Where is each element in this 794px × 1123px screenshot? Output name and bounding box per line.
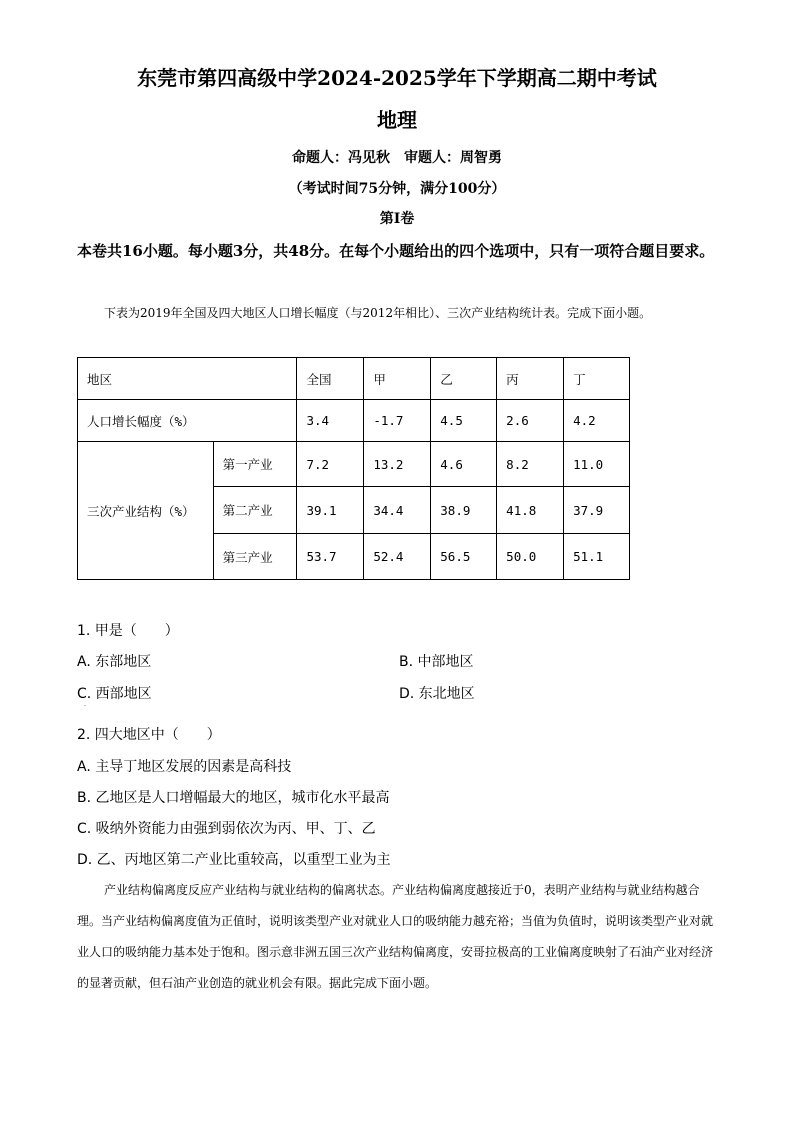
header-cell: 乙 xyxy=(431,358,497,400)
question-1-stem: 1. 甲是（ ） xyxy=(77,623,179,639)
table-row xyxy=(78,442,630,487)
table-cell: 53.7 xyxy=(297,534,364,580)
header-cell: 全国 xyxy=(297,358,364,400)
header-cell: 丁 xyxy=(564,358,630,400)
q1-option-a: A. 东部地区 xyxy=(77,654,152,670)
table-cell: 51.1 xyxy=(564,534,630,580)
table-cell: 56.5 xyxy=(431,534,497,580)
row-group-label: 三次产业结构（%） xyxy=(78,442,214,580)
table-cell: 4.2 xyxy=(564,400,630,442)
row-label: 第三产业 xyxy=(213,534,297,580)
table-header-row xyxy=(78,358,630,400)
header-cell: 甲 xyxy=(364,358,431,400)
table-cell: 11.0 xyxy=(564,442,630,487)
row-label: 第一产业 xyxy=(213,442,297,487)
scan-dot: · xyxy=(84,703,86,710)
table-cell: 39.1 xyxy=(297,487,364,534)
volume-heading: 第Ⅰ卷 xyxy=(379,211,415,227)
q2-option-c: C. 吸纳外资能力由强到弱依次为丙、甲、丁、乙 xyxy=(77,821,376,837)
q2-option-a: A. 主导丁地区发展的因素是高科技 xyxy=(77,759,292,775)
table-cell: 13.2 xyxy=(364,442,431,487)
table-cell: 52.4 xyxy=(364,534,431,580)
header-cell: 地区 xyxy=(78,358,297,400)
row-label: 第二产业 xyxy=(213,487,297,534)
table-cell: 4.6 xyxy=(431,442,497,487)
row-label: 人口增长幅度（%） xyxy=(78,400,297,442)
table-cell: 4.5 xyxy=(431,400,497,442)
table-row xyxy=(78,400,630,442)
table-intro: 下表为2019年全国及四大地区人口增长幅度（与2012年相比）、三次产业结构统计表。完成下面小题。 xyxy=(104,306,652,320)
q2-option-d: D. 乙、丙地区第二产业比重较高，以重型工业为主 xyxy=(77,852,391,868)
subject-title: 地理 xyxy=(377,108,417,132)
table-cell: 38.9 xyxy=(431,487,497,534)
table-cell: 7.2 xyxy=(297,442,364,487)
q1-option-d: D. 东北地区 xyxy=(399,686,475,702)
deviation-intro: 产业结构偏离度反应产业结构与就业结构的偏离状态。产业结构偏离度越接近于0，表明产业结构与就业结构越合理。当产业结构偏离度值为正值时，说明该类型产业对就业人口的吸纳能力越充裕；当值为负值时，说明该类型产业对就业人口的吸纳能力基本处于饱和。图示意非洲五国三次产业结构偏离度，安哥拉极高的工业偏离度映射了石油产业对经济的显著贡献，但石油产业创造的就业机会有限。据此完成下面小题。 xyxy=(77,883,714,990)
table-cell: 3.4 xyxy=(297,400,364,442)
exam-title: 东莞市第四高级中学2024-2025学年下学期高二期中考试 xyxy=(137,66,657,90)
q2-option-b: B. 乙地区是人口增幅最大的地区，城市化水平最高 xyxy=(77,790,390,806)
exam-time-info: （考试时间75分钟，满分100分） xyxy=(288,181,506,197)
table-cell: 50.0 xyxy=(497,534,564,580)
q1-option-c: C. 西部地区 xyxy=(77,686,152,702)
table-cell: 41.8 xyxy=(497,487,564,534)
question-2-stem: 2. 四大地区中（ ） xyxy=(77,727,221,743)
table-cell: -1.7 xyxy=(364,400,431,442)
population-industry-table xyxy=(77,357,630,580)
q1-option-b: B. 中部地区 xyxy=(399,654,474,670)
table-cell: 8.2 xyxy=(497,442,564,487)
table-cell: 34.4 xyxy=(364,487,431,534)
header-cell: 丙 xyxy=(497,358,564,400)
table-cell: 2.6 xyxy=(497,400,564,442)
table-cell: 37.9 xyxy=(564,487,630,534)
authors-line: 命题人：冯见秋 审题人：周智勇 xyxy=(292,150,502,166)
section-instruction: 本卷共16小题。每小题3分，共48分。在每个小题给出的四个选项中，只有一项符合题目要求。 xyxy=(77,242,715,260)
